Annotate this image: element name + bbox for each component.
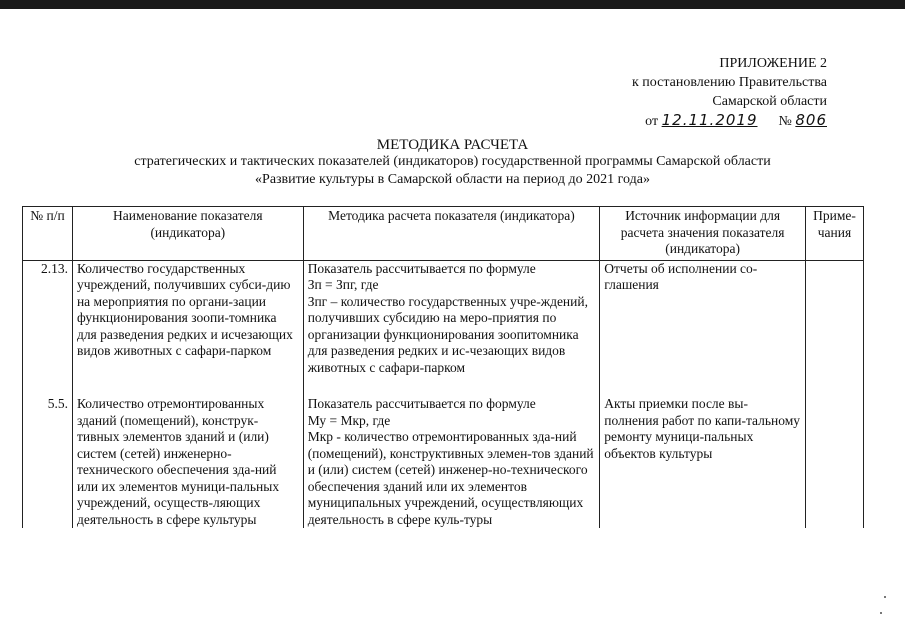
indicators-table [22,206,864,528]
table-row [23,260,864,392]
information-source: Отчеты об исполнении со-глашения [600,260,806,392]
document-title: МЕТОДИКА РАСЧЕТА [376,137,529,153]
header-num: № п/п [23,207,73,261]
calculation-method [303,260,600,392]
document-subtitle [40,153,865,189]
appendix-region-line: Самарской области [712,94,827,109]
table-row [23,392,864,528]
number-prefix: № [778,114,792,129]
handwritten-date: 12.11.2019 [661,111,758,129]
method-formula: Зп = Зпг, где [307,277,379,292]
notes-cell [805,392,863,528]
indicator-name: Количество отремонтированных зданий (помещений), конструк-тивных элементов зданий и (или) систем (сетей) инженерно-технического обеспечения зда-ний или их элементов муници-пальных учреждений, осуществ-ляющих деятельность в сфере культуры [72,392,303,528]
row-number: 2.13. [23,260,73,392]
table-header-row [23,207,864,261]
handwritten-number: 806 [795,111,827,129]
header-notes: Приме-чания [805,207,863,261]
appendix-header [567,54,827,131]
method-intro: Показатель рассчитывается по формуле [307,396,536,411]
appendix-reference [567,111,827,131]
scan-speck [884,596,886,598]
method-intro: Показатель рассчитывается по формуле [307,260,536,276]
appendix-resolution-line: к постановлению Правительства [631,75,827,90]
notes-cell [805,260,863,392]
header-method: Методика расчета показателя (индикатора) [303,207,600,261]
appendix-title: ПРИЛОЖЕНИЕ 2 [719,56,827,71]
subtitle-line-1: стратегических и тактических показателей (индикаторов) государственной программы Самарской области [134,154,771,169]
calculation-method [303,392,600,528]
information-source: Акты приемки после вы-полнения работ по капи-тальному ремонту муници-пальных объектов культуры [600,392,806,528]
indicator-name: Количество государственных учреждений, получивших субси-дию на мероприятия по органи-зации функционирования зоопи-томника для разведения редких и исчезающих видов животных с сафари-парком [72,260,303,392]
scan-top-border [0,0,905,9]
scan-speck [880,612,882,614]
header-source: Источник информации для расчета значения показателя (индикатора) [600,207,806,261]
method-formula: Му = Мкр, где [307,412,391,428]
method-definition: Мкр - количество отремонтированных зда-ний (помещений), конструктивных элемен-тов зданий и (или) систем (сетей) инженер-но-технического обеспечения зданий или их элементов муниципальных учреждений, осуществляющих деятельность в сфере куль-туры [307,429,594,527]
date-prefix: от [645,114,659,129]
method-definition: Зпг – количество государственных учре-ждений, получивших субсидию на меро-приятия по организации функционирования зоопитомника для разведения редких и ис-чезающих видов животных с сафари-парком [307,293,588,375]
subtitle-line-2: «Развитие культуры в Самарской области на период до 2021 года» [255,172,650,187]
row-number: 5.5. [23,392,73,528]
header-name: Наименование показателя (индикатора) [72,207,303,261]
